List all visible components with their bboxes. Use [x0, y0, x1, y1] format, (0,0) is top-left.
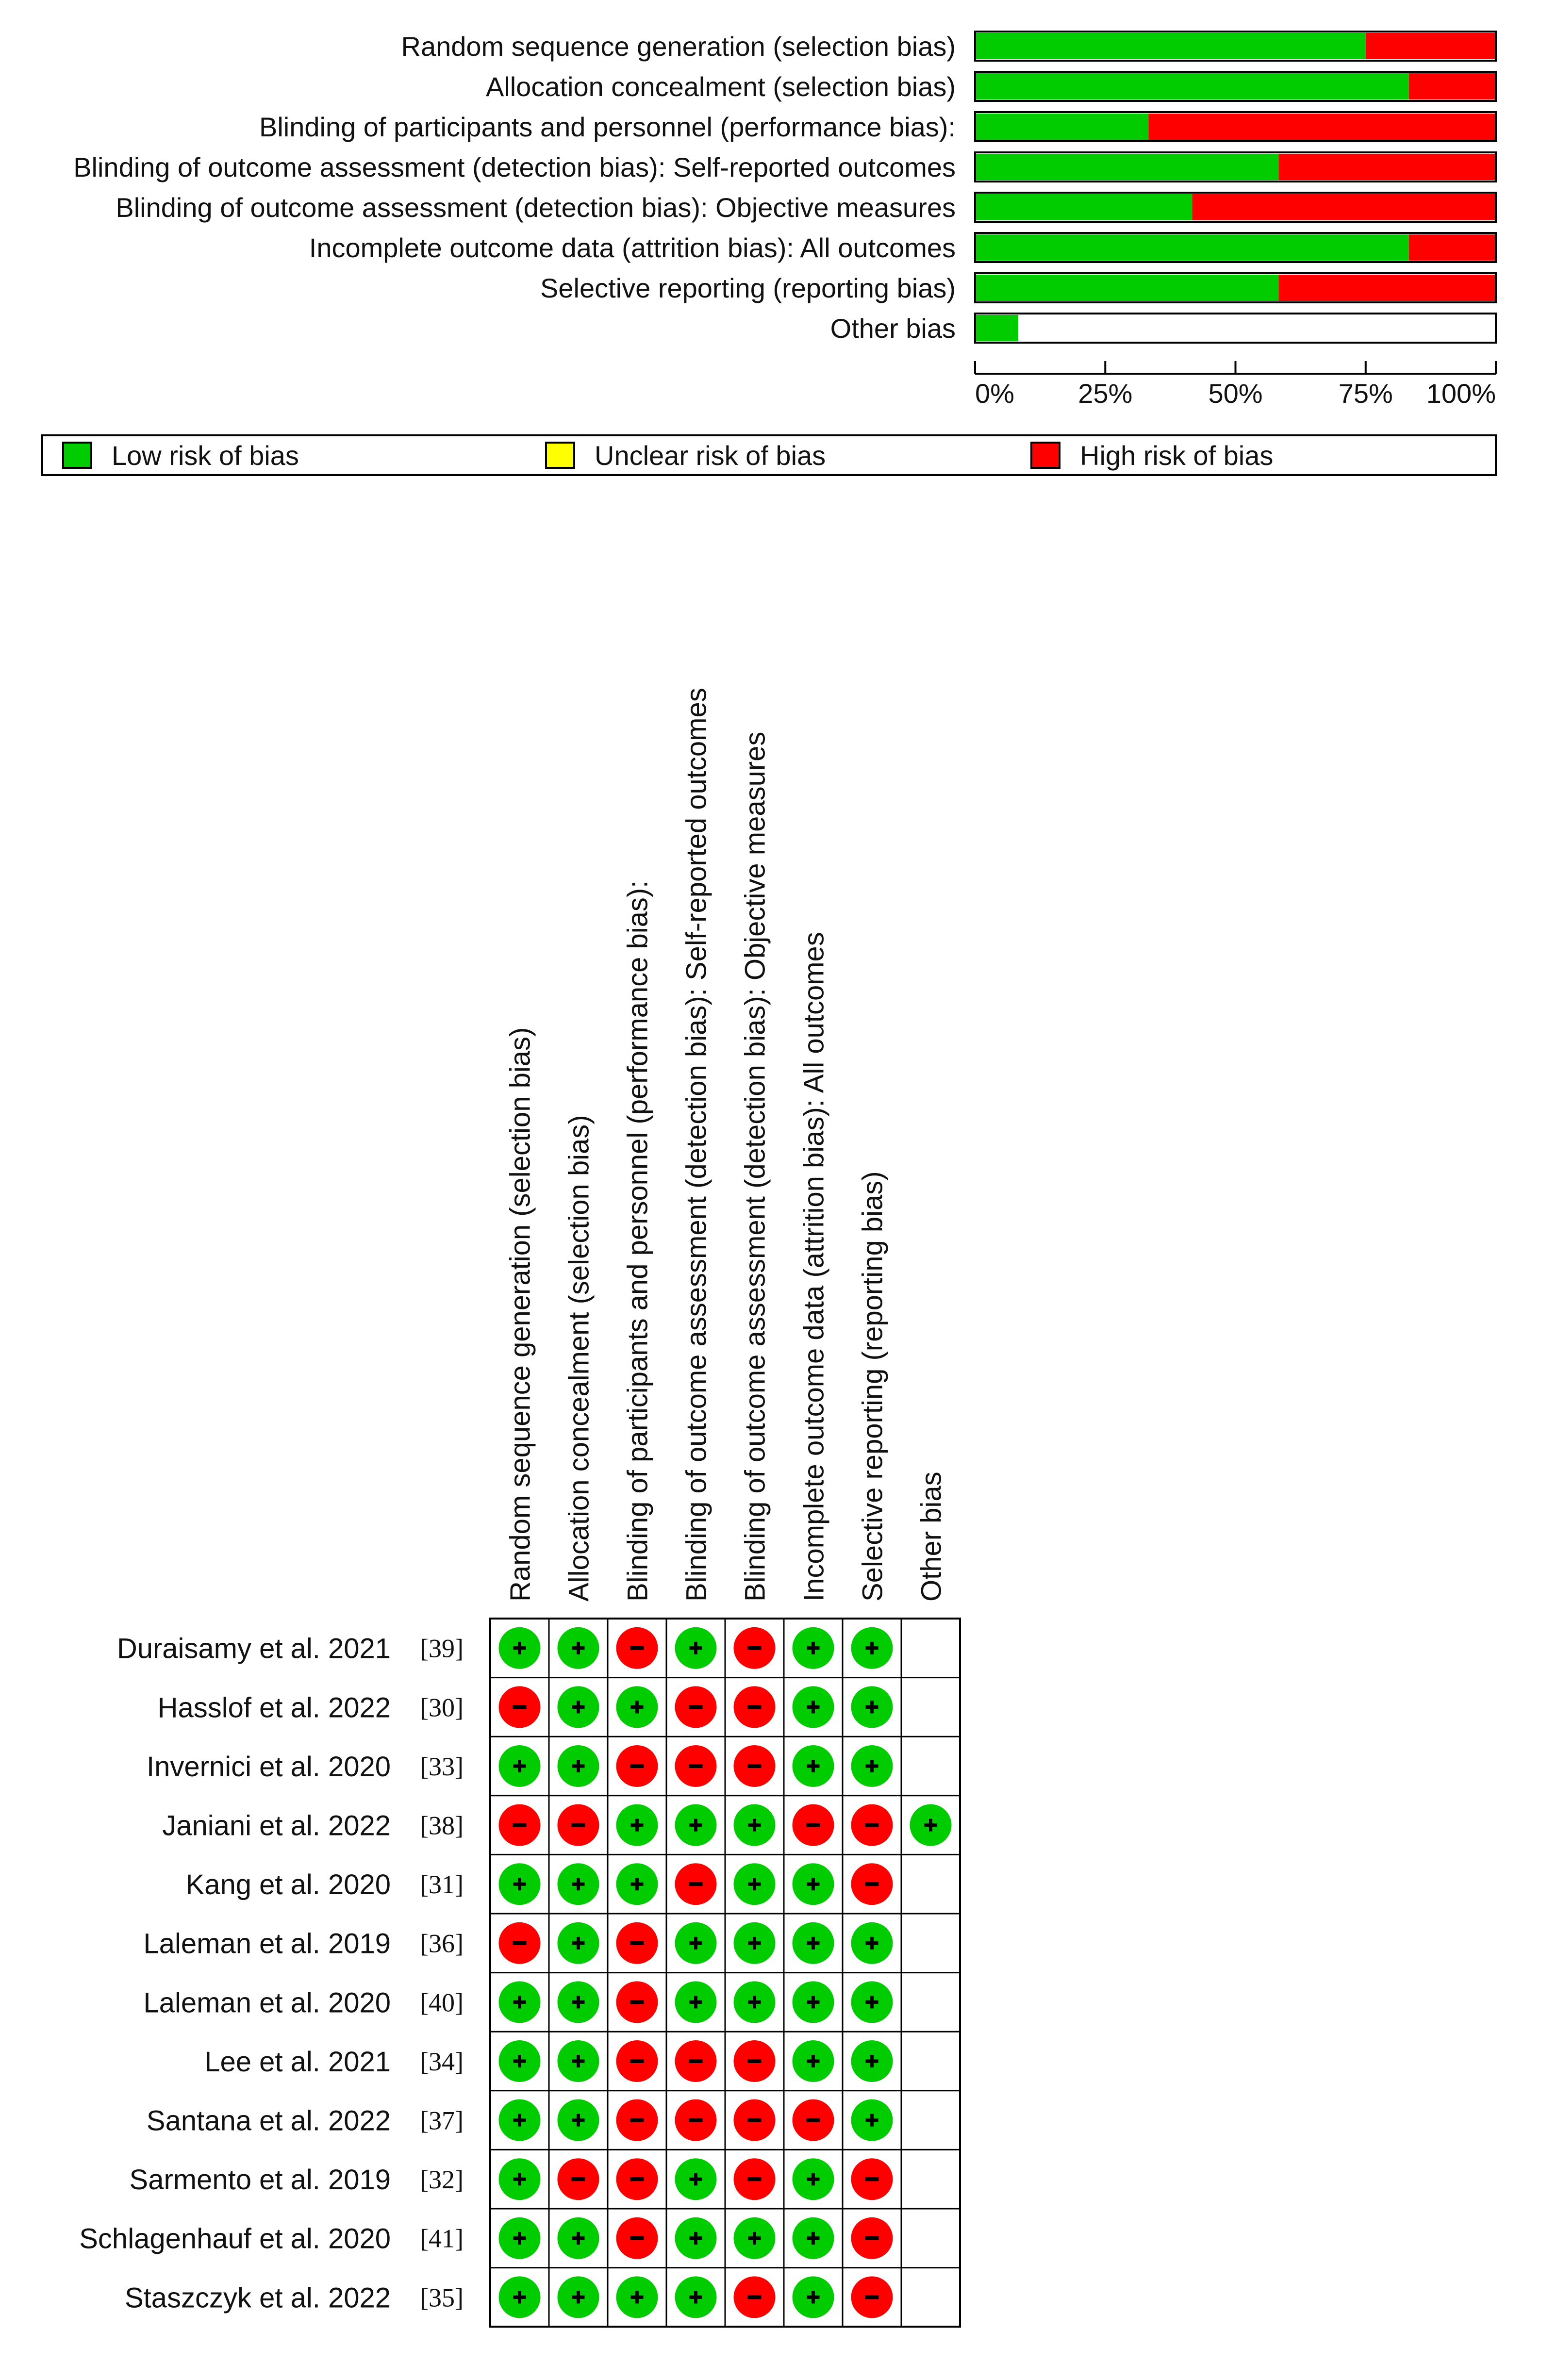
study-label: Hasslof et al. 2022 — [157, 1692, 391, 1724]
study-label: Janiani et al. 2022 — [162, 1810, 391, 1842]
x-tick-label: 75% — [1338, 378, 1393, 409]
column-header: Blinding of outcome assessment (detection bias): Self-reported outcomes — [680, 688, 713, 1602]
study-label: Schlagenhauf et al. 2020 — [79, 2223, 391, 2255]
study-label: Santana et al. 2022 — [146, 2105, 391, 2137]
bar-segment-low — [975, 194, 1192, 220]
legend-swatch — [1031, 443, 1060, 468]
study-label: Laleman et al. 2020 — [143, 1987, 391, 2019]
study-reference: [40] — [420, 1988, 464, 2017]
bar-category-label: Blinding of outcome assessment (detection bias): Self-reported outcomes — [73, 152, 956, 183]
legend-swatch — [63, 443, 91, 468]
bar-segment-low — [975, 234, 1409, 261]
study-reference: [30] — [420, 1693, 464, 1722]
bar-segment-low — [975, 154, 1279, 180]
column-header: Other bias — [915, 1471, 947, 1602]
study-reference: [36] — [420, 1929, 464, 1958]
legend-label: Low risk of bias — [112, 440, 299, 471]
column-header: Random sequence generation (selection bias) — [504, 1027, 536, 1602]
column-header: Selective reporting (reporting bias) — [857, 1171, 889, 1602]
x-tick-label: 0% — [975, 378, 1014, 409]
study-reference: [37] — [420, 2106, 464, 2135]
column-header: Blinding of participants and personnel (performance bias): — [622, 880, 654, 1602]
bar-segment-high — [1279, 275, 1496, 301]
legend-swatch — [546, 443, 574, 468]
bar-category-label: Allocation concealment (selection bias) — [485, 71, 956, 102]
bar-segment-low — [975, 73, 1409, 99]
bar-segment-low — [975, 114, 1148, 140]
study-reference: [35] — [420, 2283, 464, 2313]
bar-segment-high — [1279, 154, 1496, 180]
study-label: Invernici et al. 2020 — [147, 1751, 391, 1783]
bar-segment-low — [975, 33, 1366, 59]
column-header: Allocation concealment (selection bias) — [563, 1115, 595, 1602]
bar-category-label: Random sequence generation (selection bias) — [401, 31, 956, 62]
study-reference: [32] — [420, 2165, 464, 2195]
study-label: Sarmento et al. 2019 — [129, 2164, 391, 2196]
legend-label: Unclear risk of bias — [595, 440, 826, 471]
study-reference: [31] — [420, 1870, 464, 1900]
study-reference: [34] — [420, 2047, 464, 2076]
bar-segment-high — [1366, 33, 1496, 59]
study-reference: [41] — [420, 2224, 464, 2253]
legend-label: High risk of bias — [1080, 440, 1274, 471]
bar-category-label: Blinding of participants and personnel (performance bias): — [259, 112, 956, 143]
study-label: Staszczyk et al. 2022 — [124, 2282, 391, 2314]
bar-segment-high — [1148, 114, 1496, 140]
bar-category-label: Other bias — [830, 313, 956, 344]
study-label: Kang et al. 2020 — [185, 1869, 391, 1901]
x-tick-label: 50% — [1208, 378, 1263, 409]
x-tick-label: 100% — [1426, 378, 1496, 409]
study-reference: [33] — [420, 1752, 464, 1781]
bar-segment-high — [1192, 194, 1496, 220]
bar-category-label: Selective reporting (reporting bias) — [540, 273, 956, 304]
bar-track — [975, 314, 1496, 343]
study-label: Lee et al. 2021 — [204, 2046, 391, 2078]
column-header: Blinding of outcome assessment (detection bias): Objective measures — [739, 731, 771, 1602]
study-reference: [38] — [420, 1811, 464, 1840]
bar-segment-high — [1409, 234, 1496, 261]
bar-segment-high — [1409, 73, 1496, 99]
bar-category-label: Blinding of outcome assessment (detection bias): Objective measures — [116, 192, 956, 223]
study-label: Duraisamy et al. 2021 — [116, 1633, 391, 1665]
study-label: Laleman et al. 2019 — [143, 1928, 391, 1960]
column-header: Incomplete outcome data (attrition bias): All outcomes — [798, 932, 830, 1602]
study-reference: [39] — [420, 1634, 464, 1663]
bar-segment-low — [975, 315, 1018, 341]
x-tick-label: 25% — [1078, 378, 1133, 409]
bar-segment-low — [975, 275, 1279, 301]
bar-category-label: Incomplete outcome data (attrition bias): All outcomes — [309, 232, 956, 264]
